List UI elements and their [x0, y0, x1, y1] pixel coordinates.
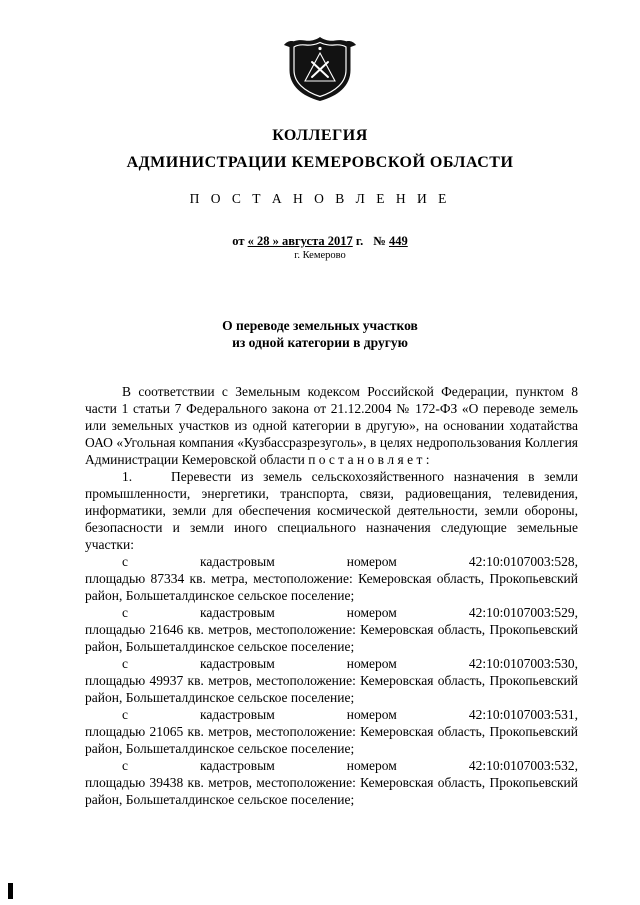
parcel-paragraph — [85, 604, 578, 655]
city-line: г. Кемерово — [294, 250, 346, 261]
cadastral-number: 42:10:0107003:532, — [468, 758, 578, 773]
document-number: 449 — [388, 234, 408, 248]
item-1-paragraph: 1. Перевести из земель сельскохозяйственного назначения в земли промышленности, энергетики, транспорта, связи, радиовещания, телевидения, информатики, земли для обеспечения космической деятельности, земли обороны, безопасности и земли иного специального назначения следующие земельные участки: — [85, 469, 578, 552]
emblem-container — [0, 0, 640, 107]
document-title-line1: О переводе земельных участков — [222, 318, 418, 333]
date-prefix: от — [232, 234, 245, 248]
parcel-intro-word: номером — [346, 605, 397, 620]
parcel-intro-word: номером — [346, 758, 397, 773]
parcel-first-line — [122, 553, 578, 570]
organization-name — [0, 122, 640, 176]
parcel-intro-word: кадастровым — [200, 605, 275, 620]
document-body — [85, 383, 578, 808]
parcel-intro-word: номером — [346, 707, 397, 722]
cadastral-number: 42:10:0107003:529, — [468, 605, 578, 620]
parcel-paragraph — [85, 706, 578, 757]
parcel-paragraph — [85, 757, 578, 808]
parcel-details: площадью 49937 кв. метров, местоположение: Кемеровская область, Прокопьевский район, Большеталдинское сельское поселение; — [85, 673, 578, 705]
organization-line1: КОЛЛЕГИЯ — [272, 127, 368, 144]
parcel-details: площадью 21065 кв. метров, местоположение: Кемеровская область, Прокопьевский район, Большеталдинское сельское поселение; — [85, 724, 578, 756]
parcel-first-line — [122, 757, 578, 774]
parcel-intro-word: с — [122, 707, 128, 722]
number-sign: № — [373, 234, 386, 248]
organization-line2: АДМИНИСТРАЦИИ КЕМЕРОВСКОЙ ОБЛАСТИ — [126, 154, 514, 171]
parcel-intro-word: кадастровым — [200, 554, 275, 569]
cadastral-number: 42:10:0107003:528, — [468, 554, 578, 569]
date-number-line — [0, 234, 640, 249]
date-suffix: г. — [352, 234, 364, 248]
date-value: « 28 » августа 2017 — [247, 234, 353, 248]
parcel-first-line — [122, 604, 578, 621]
parcel-paragraph — [85, 553, 578, 604]
parcel-intro-word: с — [122, 758, 128, 773]
cadastral-number: 42:10:0107003:530, — [468, 656, 578, 671]
parcel-intro-word: кадастровым — [200, 656, 275, 671]
parcel-intro-word: кадастровым — [200, 758, 275, 773]
parcel-intro-word: номером — [346, 554, 397, 569]
cadastral-number: 42:10:0107003:531, — [468, 707, 578, 722]
parcel-intro-word: с — [122, 554, 128, 569]
parcel-details: площадью 21646 кв. метров, местоположение: Кемеровская область, Прокопьевский район, Большеталдинское сельское поселение; — [85, 622, 578, 654]
parcel-first-line — [122, 655, 578, 672]
parcel-intro-word: номером — [346, 656, 397, 671]
document-type-heading: П О С Т А Н О В Л Е Н И Е — [189, 191, 451, 206]
document-title — [0, 317, 640, 351]
document-title-line2: из одной категории в другую — [232, 335, 408, 350]
parcel-intro-word: с — [122, 605, 128, 620]
parcel-intro-word: с — [122, 656, 128, 671]
kemerovo-coat-of-arms-icon — [282, 36, 358, 107]
parcel-paragraph — [85, 655, 578, 706]
scan-edge-artifact — [8, 883, 13, 899]
parcel-details: площадью 39438 кв. метров, местоположение: Кемеровская область, Прокопьевский район, Большеталдинское сельское поселение; — [85, 775, 578, 807]
parcel-first-line — [122, 706, 578, 723]
parcel-intro-word: кадастровым — [200, 707, 275, 722]
parcel-list — [85, 553, 578, 808]
intro-paragraph: В соответствии с Земельным кодексом Российской Федерации, пунктом 8 части 1 статьи 7 Федерального закона от 21.12.2004 № 172-ФЗ «О переводе земель или земельных участков из одной категории в другую», на основании ходатайства ОАО «Угольная компания «Кузбассразрезуголь», в целях недропользования Коллегия Администрации Кемеровской области п о с т а н о в л я е т : — [85, 384, 578, 467]
parcel-details: площадью 87334 кв. метра, местоположение: Кемеровская область, Прокопьевский район, Большеталдинское сельское поселение; — [85, 571, 578, 603]
